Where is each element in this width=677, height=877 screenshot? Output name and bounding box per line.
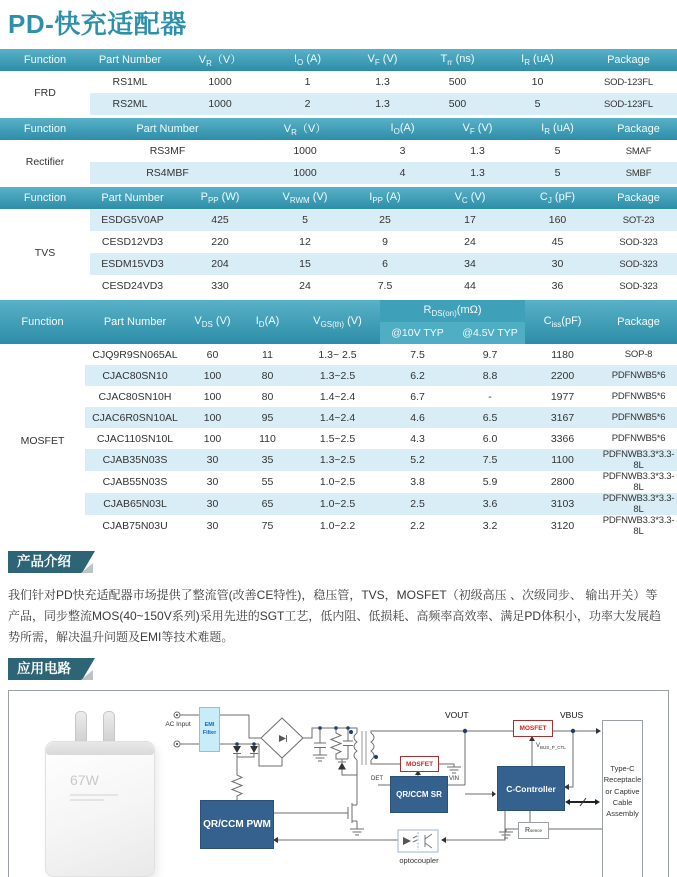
table-row [0,140,677,162]
table-cell: 24 [265,275,345,297]
table-cell: 110 [240,428,295,449]
column-header: $C_{iss}(pF)$ [525,300,600,344]
charger-image [45,711,155,877]
column-header: $I_D(A)$ [240,300,295,344]
table-cell: CJAB35N03S [85,449,185,471]
section-heading-circuit [8,658,95,680]
table-cell: 204 [175,253,265,275]
function-cell: Rectifier [0,140,90,184]
table-cell: 2.5 [380,493,455,515]
table-cell: 1000 [170,71,270,93]
det-pin-label: DET [371,776,383,782]
table-cell: SOP-8 [600,344,677,365]
charger-body [45,741,155,877]
table-cell: 30 [515,253,600,275]
table-cell: 1.4~2.4 [295,407,380,428]
table-cell: 9 [345,231,425,253]
qr-ccm-sr-block: QR/CCM SR [390,776,448,813]
table-cell: 65 [240,493,295,515]
table-row [0,515,677,537]
intro-paragraph: 我们针对PD快充适配器市场提供了整流管(改善CE特性)，稳压管，TVS，MOSFET（初级高压 、次级同步、 输出开关）等产品，同步整流MOS(40~150V系列)采用先进的SGT工艺，低内阻、低损耗、高频率高效率、满足PD体积小，功率大发展趋势所需，解决温升问题及EMI等技术难题。 [8,588,662,644]
table-cell: 80 [240,386,295,407]
table-cell: 3.6 [455,493,525,515]
column-header: @10V TYP [380,322,455,344]
table-cell: ESDG5V0AP [90,209,175,231]
table-cell: 30 [185,449,240,471]
table-row [0,493,677,515]
table-row [0,93,677,115]
table-cell: PDFNWB5*6 [600,386,677,407]
table-cell: CJAC80SN10 [85,365,185,386]
table-cell: 45 [515,231,600,253]
charger-fineprint-line [70,799,104,801]
table-row [0,471,677,493]
column-header: $V_F$ (V) [345,49,420,71]
table-row [0,344,677,365]
charger-fineprint-line [70,794,118,796]
column-header: Package [600,118,677,140]
table-cell: 3 [365,140,440,162]
table-cell: 1.5~2.5 [295,428,380,449]
charger-wattage: 67W [70,772,99,788]
table-cell: PDFNWB3.3*3.3-8L [600,471,677,493]
table-cell: 5.2 [380,449,455,471]
sr-mosfet-block: MOSFET [400,756,439,772]
column-header: $C_J$ (pF) [515,187,600,209]
table-row [0,407,677,428]
table-cell: 3.2 [455,515,525,537]
table-cell: 500 [420,71,495,93]
table-cell: CJAC80SN10H [85,386,185,407]
table-cell: SOD-323 [600,231,677,253]
table-cell: 1000 [245,162,365,184]
table-cell: 160 [515,209,600,231]
table-cell: SOD-323 [600,253,677,275]
table-cell: PDFNWB5*6 [600,365,677,386]
table-cell: 17 [425,209,515,231]
table-cell: PDFNWB3.3*3.3-8L [600,515,677,537]
table-cell: ESDM15VD3 [90,253,175,275]
table-cell: 1.3 [345,93,420,115]
table-cell: 330 [175,275,265,297]
table-row [0,449,677,471]
column-header: $I_R$ (uA) [495,49,580,71]
table-row [0,162,677,184]
table-cell: 30 [185,471,240,493]
table-cell: 2200 [525,365,600,386]
table-cell: 3.8 [380,471,455,493]
table-cell: 500 [420,93,495,115]
table-cell: 1 [270,71,345,93]
table-row [0,365,677,386]
table-cell: PDFNWB5*6 [600,407,677,428]
table-cell: 95 [240,407,295,428]
ribbon-fold [81,670,93,680]
table-cell: 25 [345,209,425,231]
table-cell: 3366 [525,428,600,449]
column-header: $T_{rr}$ (ns) [420,49,495,71]
emi-filter-block: EMI Filter [199,707,220,752]
table-cell: 5 [495,93,580,115]
table-cell: 1977 [525,386,600,407]
vout-label: VOUT [445,710,469,720]
table-cell: SMBF [600,162,677,184]
table-cell: 2800 [525,471,600,493]
function-cell: FRD [0,71,90,115]
table-cell: 3167 [525,407,600,428]
table-cell: PDFNWB3.3*3.3-8L [600,493,677,515]
column-header: $V_{DS}$ (V) [185,300,240,344]
table-cell: 35 [240,449,295,471]
table-cell: 80 [240,365,295,386]
table-cell: 3103 [525,493,600,515]
table-cell: 30 [185,493,240,515]
table-cell: RS3MF [90,140,245,162]
table-cell: SOD-123FL [580,93,677,115]
frd-table [0,49,677,115]
table-cell: 7.5 [345,275,425,297]
table-cell: 15 [265,253,345,275]
section-heading-text: 应用电路 [17,661,71,676]
table-cell: 1180 [525,344,600,365]
ribbon-fold [81,563,93,573]
output-mosfet-block: MOSFET [513,720,553,737]
table-cell: CJAC6R0SN10AL [85,407,185,428]
table-cell: RS2ML [90,93,170,115]
column-header: $I_O(A)$ [365,118,440,140]
charger-top-face [46,742,154,755]
table-cell: SOD-323 [600,275,677,297]
table-cell: 12 [265,231,345,253]
column-header: Part Number [85,300,185,344]
table-cell: 100 [185,428,240,449]
column-header: Package [580,49,677,71]
table-cell: CJQ9R9SN065AL [85,344,185,365]
table-cell: 30 [185,515,240,537]
table-cell: 6 [345,253,425,275]
table-cell: 1.0~2.2 [295,515,380,537]
table-cell: 1000 [245,140,365,162]
table-row [0,275,677,297]
vbus-ctl-label: $V_{BUS\_P\_CTL}$ [536,743,566,751]
table-cell: 100 [185,407,240,428]
function-cell: MOSFET [0,344,85,537]
table-cell: 7.5 [380,344,455,365]
column-header: Part Number [90,118,245,140]
page-title: PD-快充适配器 [8,9,187,39]
table-cell: 4.6 [380,407,455,428]
column-header: $P_{PP}$ (W) [175,187,265,209]
table-cell: 4.3 [380,428,455,449]
ac-input-label: AC Input [165,721,191,728]
table-cell: 34 [425,253,515,275]
table-cell: 425 [175,209,265,231]
table-cell: 9.7 [455,344,525,365]
column-header: $V_F$ (V) [440,118,515,140]
table-cell: 5.9 [455,471,525,493]
column-header: $I_{PP}$ (A) [345,187,425,209]
table-cell: SMAF [600,140,677,162]
table-cell: 44 [425,275,515,297]
table-cell: PDFNWB5*6 [600,428,677,449]
table-row [0,428,677,449]
column-header: $V_R(V)$ [245,118,365,140]
table-cell: 55 [240,471,295,493]
column-header: $V_C$ (V) [425,187,515,209]
column-header: Function [0,118,90,140]
column-header: Package [600,187,677,209]
table-cell: 36 [515,275,600,297]
tvs-table [0,187,677,297]
column-header: Part Number [90,187,175,209]
table-row [0,71,677,93]
table-cell: 1.3~2.5 [295,449,380,471]
table-cell: SOD-123FL [580,71,677,93]
table-cell: 220 [175,231,265,253]
table-cell: 4 [365,162,440,184]
column-header: $I_O$ (A) [270,49,345,71]
table-cell: 2.2 [380,515,455,537]
vin-pin-label: VIN [449,776,460,782]
table-cell: 6.5 [455,407,525,428]
rectifier-table [0,118,677,184]
table-cell: 1.3 [345,71,420,93]
qr-ccm-pwm-block: QR/CCM PWM [200,800,274,849]
table-cell: 6.0 [455,428,525,449]
column-header: $R_{DS(on)}(m\Omega)$ [380,300,525,322]
function-cell: TVS [0,209,90,297]
table-cell: 6.2 [380,365,455,386]
section-heading-text: 产品介绍 [17,554,71,569]
table-row [0,253,677,275]
table-cell: 10 [495,71,580,93]
table-cell: 1.3 [440,140,515,162]
table-cell: RS4MBF [90,162,245,184]
table-cell: 1.0~2.5 [295,493,380,515]
table-cell: 1.3~2.5 [295,365,380,386]
table-cell: 75 [240,515,295,537]
table-cell: 11 [240,344,295,365]
mosfet-table [0,300,677,537]
table-cell: 5 [265,209,345,231]
column-header: Function [0,49,90,71]
optocoupler-label: optocoupler [399,856,439,865]
table-cell: 1.4~2.4 [295,386,380,407]
table-row [0,231,677,253]
table-cell: 24 [425,231,515,253]
c-controller-block: C-Controller [497,766,565,811]
table-cell: CJAB75N03U [85,515,185,537]
application-circuit-diagram [8,690,669,877]
table-cell: PDFNWB3.3*3.3-8L [600,449,677,471]
table-cell: 7.5 [455,449,525,471]
table-cell: 1.3~ 2.5 [295,344,380,365]
table-cell: CJAB55N03S [85,471,185,493]
table-cell: 3120 [525,515,600,537]
table-cell: RS1ML [90,71,170,93]
table-row [0,209,677,231]
column-header: @4.5V TYP [455,322,525,344]
column-header: $V_{GS(th)}$ (V) [295,300,380,344]
table-cell: 1000 [170,93,270,115]
table-cell: CJAC110SN10L [85,428,185,449]
table-cell: - [455,386,525,407]
column-header: Function [0,300,85,344]
table-cell: SOT-23 [600,209,677,231]
column-header: $I_R$ (uA) [515,118,600,140]
table-cell: 100 [185,386,240,407]
rsence-block: R sence [518,822,549,839]
column-header: $V_{RWM}$ (V) [265,187,345,209]
table-cell: 6.7 [380,386,455,407]
table-cell: 1100 [525,449,600,471]
table-row [0,386,677,407]
table-cell: CJAB65N03L [85,493,185,515]
section-heading-intro [8,551,95,573]
table-cell: CESD12VD3 [90,231,175,253]
table-cell: 100 [185,365,240,386]
typec-receptacle-block: Type-C Receptacle or Captive Cable Assembly [602,720,643,877]
table-cell: 5 [515,140,600,162]
table-cell: 1.0~2.5 [295,471,380,493]
table-cell: 1.3 [440,162,515,184]
column-header: $V_R(V)$ [170,49,270,71]
table-cell: 5 [515,162,600,184]
table-cell: 60 [185,344,240,365]
table-cell: 2 [270,93,345,115]
table-cell: 8.8 [455,365,525,386]
vbus-label: VBUS [560,710,584,720]
column-header: Part Number [90,49,170,71]
column-header: Package [600,300,677,344]
column-header: Function [0,187,90,209]
table-cell: CESD24VD3 [90,275,175,297]
